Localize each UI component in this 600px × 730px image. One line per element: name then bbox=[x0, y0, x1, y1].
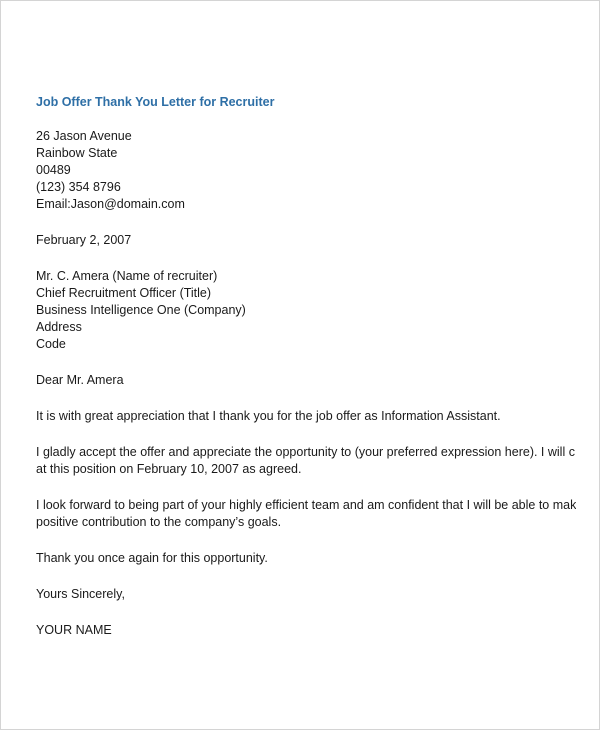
recipient-name: Mr. C. Amera (Name of recruiter) bbox=[36, 269, 218, 283]
paragraph-line: It is with great appreciation that I thank you for the job offer as Information Assistant. bbox=[36, 409, 501, 423]
recipient-company: Business Intelligence One (Company) bbox=[36, 303, 246, 317]
paragraph-line: I look forward to being part of your highly efficient team and am confident that I will be able to mak bbox=[36, 498, 576, 512]
body-paragraph-1 bbox=[36, 408, 576, 425]
body-paragraph-2 bbox=[36, 444, 576, 478]
closing: Yours Sincerely, bbox=[36, 587, 125, 601]
recipient-address-line: Address bbox=[36, 320, 82, 334]
paragraph-line: I gladly accept the offer and appreciate the opportunity to (your preferred expression here). I will c bbox=[36, 445, 575, 459]
sender-address bbox=[36, 128, 576, 213]
body-paragraph-3 bbox=[36, 497, 576, 531]
sender-phone: (123) 354 8796 bbox=[36, 180, 121, 194]
sender-email: Email:Jason@domain.com bbox=[36, 197, 185, 211]
sender-state: Rainbow State bbox=[36, 146, 118, 160]
recipient-code: Code bbox=[36, 337, 66, 351]
paragraph-line: at this position on February 10, 2007 as agreed. bbox=[36, 462, 302, 476]
salutation: Dear Mr. Amera bbox=[36, 373, 124, 387]
paragraph-line: positive contribution to the company’s goals. bbox=[36, 515, 282, 529]
sender-street: 26 Jason Avenue bbox=[36, 129, 132, 143]
sender-zip: 00489 bbox=[36, 163, 71, 177]
signature-name: YOUR NAME bbox=[36, 623, 112, 637]
letter-date: February 2, 2007 bbox=[36, 233, 132, 247]
paragraph-line: Thank you once again for this opportunity. bbox=[36, 551, 268, 565]
recipient-address bbox=[36, 268, 576, 353]
recipient-title: Chief Recruitment Officer (Title) bbox=[36, 286, 212, 300]
letter-title: Job Offer Thank You Letter for Recruiter bbox=[36, 95, 275, 109]
letter-body bbox=[36, 94, 576, 658]
body-paragraph-4 bbox=[36, 550, 576, 567]
